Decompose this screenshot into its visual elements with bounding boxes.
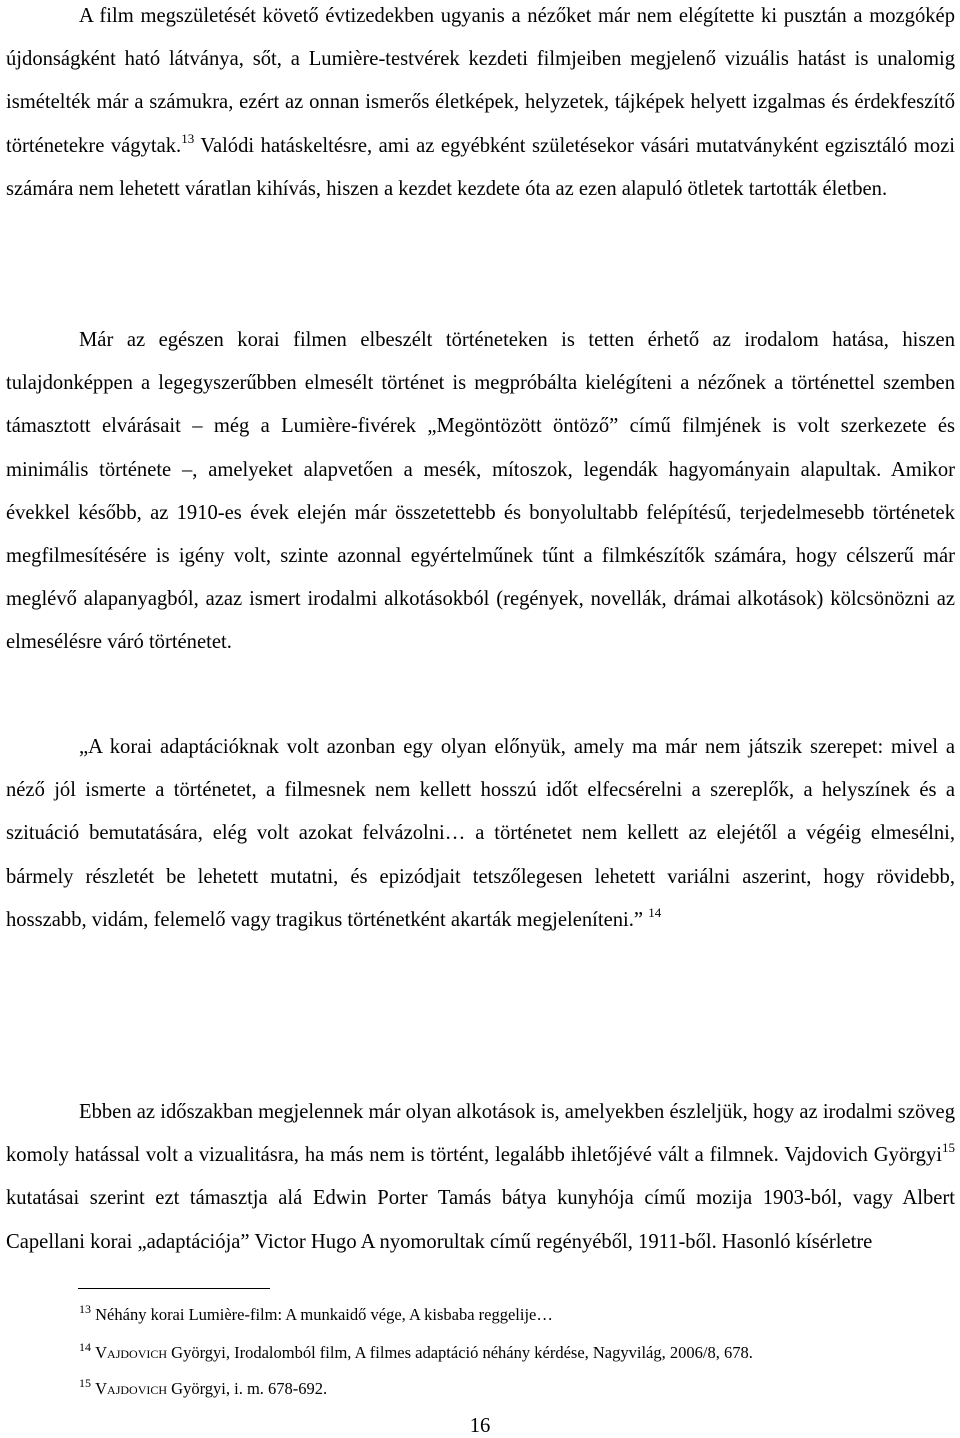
paragraph-4 bbox=[6, 1091, 955, 1264]
footnote-separator bbox=[78, 1288, 270, 1289]
paragraph-1 bbox=[6, 0, 955, 211]
paragraph-4-text-continued: kutatásai szerint ezt támasztja alá Edwin Porter Tamás bátya kunyhója című mozija 1903-ból, vagy Albert Capellani korai „adaptációja” Victor Hugo A nyomorultak című regényéből, 1911-ből. Hasonló kísérletre bbox=[6, 1187, 955, 1253]
footnote-text: Györgyi, i. m. 678-692. bbox=[167, 1379, 328, 1398]
footnote-15 bbox=[79, 1378, 327, 1400]
paragraph-1-text-continued: Valódi hatáskeltésre, ami az egyébként születésekor vásári mutatványként egzisztáló mozi számára nem lehetett váratlan kihívás, hiszen a kezdet kezdete óta az ezen alapuló ötletek tartották életben. bbox=[6, 134, 955, 200]
document-page bbox=[6, 0, 955, 1436]
footnote-number: 15 bbox=[79, 1376, 91, 1390]
quote-text: „A korai adaptációknak volt azonban egy olyan előnyük, amely ma már nem játszik szerepet: mivel a néző jól ismerte a történetet, a filmesnek nem kellett hosszú időt elfecsérelni a szereplők, a helyszínek és a szituáció bemutatására, elég volt azokat felvázolni… a történetet nem kellett az elejétől a végéig elmesélni, bármely részletét be lehetett mutatni, és epizódjait tetszőlegesen lehetett variálni aszerint, hogy rövidebb, hosszabb, vidám, felemelő vagy tragikus történetként akarták megjeleníteni.” bbox=[6, 736, 955, 931]
quote-paragraph bbox=[6, 726, 955, 942]
paragraph-4-text: Ebben az időszakban megjelennek már olyan alkotások is, amelyekben észleljük, hogy az irodalmi szöveg komoly hatással volt a vizualitásra, ha más nem is történt, legalább ihletőjévé vált a filmnek. Vajdovich Györgyi bbox=[6, 1101, 955, 1167]
footnote-author: Vajdovich bbox=[95, 1343, 168, 1362]
footnote-ref-15[interactable]: 15 bbox=[942, 1140, 955, 1156]
footnote-13 bbox=[79, 1304, 553, 1326]
paragraph-2 bbox=[6, 319, 955, 665]
footnote-ref-14[interactable]: 14 bbox=[648, 904, 662, 920]
footnote-number: 13 bbox=[79, 1302, 91, 1316]
footnote-number: 14 bbox=[79, 1340, 91, 1354]
page-number: 16 bbox=[469, 1415, 491, 1437]
footnote-author: Vajdovich bbox=[95, 1379, 168, 1398]
paragraph-1-text: A film megszületését követő évtizedekben ugyanis a nézőket már nem elégítette ki pusztán a mozgókép újdonságként ható látványa, sőt, a Lumière-testvérek kezdeti filmjeiben megjelenő vizuális hatást is unalomig ismételték már a számukra, ezért az onnan ismerős életképek, helyzetek, tájképek helyett izgalmas és érdekfeszítő történetekre vágytak. bbox=[6, 5, 955, 157]
footnote-text: Györgyi, Irodalomból film, A filmes adaptáció néhány kérdése, Nagyvilág, 2006/8, 678. bbox=[167, 1343, 753, 1362]
paragraph-2-text: Már az egészen korai filmen elbeszélt történeteken is tetten érhető az irodalom hatása, hiszen tulajdonképpen a legegyszerűbben elmesélt történet is megpróbálta kielégíteni a nézőnek a történettel szemben támasztott elvárásait – még a Lumière-fivérek „Megöntözött öntöző” című filmjének is volt szerkezete és minimális története –, amelyeket alapvetően a mesék, mítoszok, legendák hagyományain alapultak. Amikor évekkel később, az 1910-es évek elején már összetettebb és bonyolultabb felépítésű, terjedelmesebb történetek megfilmesítésére is igény volt, szinte azonnal egyértelműnek tűnt a filmkészítők számára, hogy célszerű már meglévő alapanyagból, azaz ismert irodalmi alkotásokból (regények, novellák, drámai alkotások) kölcsönözni az elmesélésre váró történetet. bbox=[6, 329, 955, 654]
footnote-ref-13[interactable]: 13 bbox=[181, 130, 195, 146]
footnote-text: Néhány korai Lumière-film: A munkaidő vége, A kisbaba reggelije… bbox=[91, 1305, 553, 1324]
footnote-14 bbox=[79, 1342, 753, 1364]
